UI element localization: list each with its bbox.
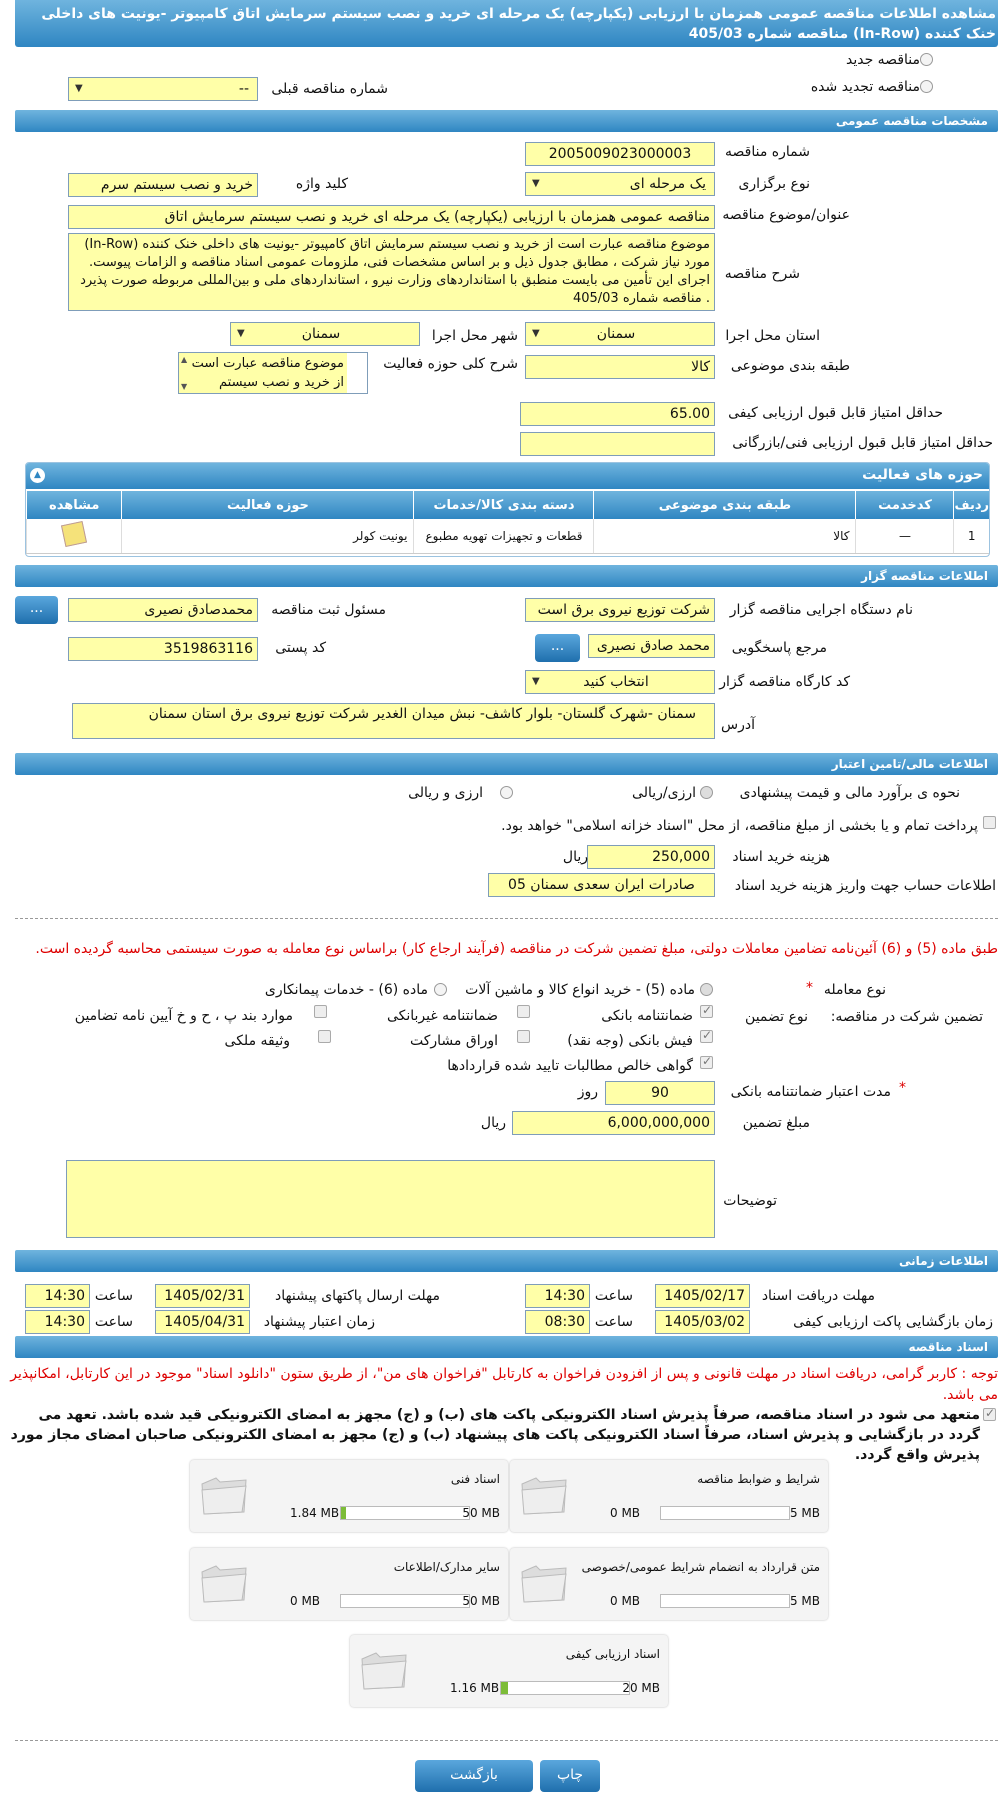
scope-panel	[25, 462, 990, 557]
cell-service-code: —	[856, 519, 954, 553]
org-name-label: نام دستگاه اجرایی مناقصه گزار	[729, 602, 913, 618]
new-tender-label: مناقصه جدید	[845, 52, 920, 68]
doc-card-name: متن قرارداد به انضمام شرایط عمومی/خصوصی	[581, 1560, 820, 1574]
province-select[interactable]: سمنان ▼	[525, 322, 715, 346]
treasury-checkbox[interactable]	[983, 816, 996, 829]
bonds-checkbox[interactable]	[517, 1030, 530, 1043]
doc-cost-label: هزینه خرید اسناد	[732, 849, 830, 865]
description-field: موضوع مناقصه عبارت است از خرید و نصب سیستم سرمایش اتاق کامپیوتر -یونیت های داخلی خنک کننده (In-Row) مورد نیاز شرکت ، مطابق جدول ذیل و بر اساس مشخصات فنی، ملزومات عمومی اسناد مناقصه و الزامات پیوست. اجرای این تأمین می بایست منطبق با استانداردهای وزارت نیرو ، استانداردهای ملی و بین‌المللی مربوطه صورت پذیرد . مناقصه شماره 405/03	[68, 233, 715, 311]
guarantee-note: طبق ماده (5) و (6) آئین‌نامه تضامین معاملات دولتی، مبلغ تضمین شرکت در مناقصه (فرآیند ارجاع کار) براساس نوع معامله به صورت سیستمی محاسبه گردیده است.	[35, 941, 998, 957]
doc-card-progress-fill	[501, 1682, 508, 1694]
address-field: سمنان -شهرک گلستان- بلوار کاشف- نبش میدان الغدیر شرکت توزیع نیروی برق استان سمنان	[72, 703, 715, 739]
col-activity: حوزه فعالیت	[122, 491, 414, 519]
page-title: مشاهده اطلاعات مناقصه عمومی همزمان با ارزیابی (یکپارچه) یک مرحله ای خرید و نصب سیستم سرمایش اتاق کامپیوتر -یونیت های داخلی خنک کننده (In-Row) مناقصه شماره 405/03	[41, 6, 996, 42]
guarantee-amount-label: مبلغ تضمین	[742, 1115, 810, 1131]
chevron-down-icon: ▼	[532, 676, 540, 687]
section-header-finance: اطلاعات مالی/تامین اعتبار	[15, 753, 998, 775]
divider	[15, 1740, 998, 1741]
commit-text: متعهد می شود در اسناد مناقصه، صرفاً پذیرش اسناد الکترونیکی پاکت های (ب) و (ج) مجهز به امضای الکترونیکی قید شده باشد. تعهد می گردد در بازگشایی و پذیرش اسناد، صرفاً اسناد الکترونیکی پاکت های پیشنهاد (ب) و (ج) مجهز به امضای الکترونیکی صاحبان امضای مجاز مورد پذیرش واقع گردد.	[10, 1407, 980, 1463]
col-row: ردیف	[954, 491, 989, 519]
tender-number-field: 2005009023000003	[525, 142, 715, 166]
quality-score-label: حداقل امتیاز قابل قبول ارزیابی کیفی	[728, 405, 943, 421]
doc-card-quality[interactable]	[350, 1635, 668, 1707]
estimate-option-2-label: ارزی و ریالی	[408, 785, 483, 801]
prev-number-select[interactable]: -- ▼	[68, 77, 258, 101]
workshop-code-select[interactable]: انتخاب کنید ▼	[525, 670, 715, 694]
doc-card-progress	[340, 1506, 470, 1520]
keyword-label: کلید واژه	[295, 176, 348, 192]
chevron-down-icon: ▼	[237, 328, 245, 339]
estimate-label: نحوه ی برآورد مالی و قیمت پیشنهادی	[739, 785, 960, 801]
city-label: شهر محل اجرا	[431, 328, 518, 344]
doc-card-used: 0 MB	[290, 1594, 321, 1608]
postal-code-label: کد پستی	[275, 640, 326, 656]
validity-field: 90	[605, 1081, 715, 1105]
offer-validity-hour-label: ساعت	[94, 1314, 133, 1330]
deal-option-1-radio[interactable]	[700, 983, 713, 996]
estimate-option-2-radio[interactable]	[500, 786, 513, 799]
send-offers-date: 1405/02/31	[155, 1284, 250, 1308]
cell-row: 1	[954, 519, 989, 553]
reference-label: مرجع پاسخگویی	[731, 640, 827, 656]
doc-card-other[interactable]	[190, 1548, 508, 1620]
send-offers-hour-label: ساعت	[94, 1288, 133, 1304]
doc-card-technical[interactable]	[190, 1460, 508, 1532]
guarantee-label: تضمین شرکت در مناقصه:	[830, 1009, 983, 1025]
tech-score-field	[520, 432, 715, 456]
estimate-option-1-radio[interactable]	[700, 786, 713, 799]
offer-validity-date: 1405/04/31	[155, 1310, 250, 1334]
col-view: مشاهده	[27, 491, 122, 519]
folder-icon	[198, 1560, 250, 1606]
receivables-cert-label: گواهی خالص مطالبات تایید شده قراردادها	[447, 1058, 693, 1074]
section-header-time: اطلاعات زمانی	[15, 1250, 998, 1272]
doc-card-progress	[660, 1594, 790, 1608]
divider	[15, 918, 998, 919]
commit-checkbox[interactable]	[983, 1408, 996, 1421]
tech-score-label: حداقل امتیاز قابل قبول ارزیابی فنی/بازرگانی	[732, 435, 993, 451]
other-items-label: موارد بند پ ، ح و خ آیین نامه تضامین	[74, 1008, 293, 1024]
org-lookup-button[interactable]: ...	[15, 596, 58, 624]
required-mark: *	[806, 980, 813, 996]
doc-card-max: 50 MB	[462, 1506, 500, 1520]
category-label: طبقه بندی موضوعی	[730, 358, 850, 374]
province-label: استان محل اجرا	[725, 328, 820, 344]
doc-card-name: اسناد فنی	[450, 1472, 500, 1486]
guarantee-amount-unit: ریال	[480, 1115, 506, 1131]
city-select[interactable]: سمنان ▼	[230, 322, 420, 346]
notes-field[interactable]	[66, 1160, 715, 1238]
cell-category: کالا	[594, 519, 856, 553]
doc-card-max: 5 MB	[789, 1506, 820, 1520]
col-group: دسته بندی کالا/خدمات	[414, 491, 594, 519]
doc-card-name: اسناد ارزیابی کیفی	[565, 1647, 660, 1661]
chevron-down-icon: ▼	[532, 328, 540, 339]
receive-docs-date: 1405/02/17	[655, 1284, 750, 1308]
estimate-option-1-label: ارزی/ریالی	[632, 785, 696, 801]
table-row	[27, 519, 990, 553]
col-service-code: کدخدمت	[856, 491, 954, 519]
other-items-checkbox[interactable]	[314, 1005, 327, 1018]
doc-card-progress	[340, 1594, 470, 1608]
section-header-docs: اسناد مناقصه	[15, 1336, 998, 1358]
reference-field: محمد صادق نصیری	[588, 634, 715, 658]
reg-officer-field: محمدصادق نصیری	[68, 598, 258, 622]
doc-cost-field: 250,000	[587, 845, 715, 869]
docs-note: توجه : کاربر گرامی، دریافت اسناد در مهلت قانونی و پس از افزودن فراخوان به کارتابل "فراخوان های من"، از طریق ستون "دانلود اسناد" موجود در این کارتابل، امکانپذیر می باشد.	[10, 1366, 998, 1403]
receive-docs-time: 14:30	[525, 1284, 590, 1308]
doc-card-max: 50 MB	[462, 1594, 500, 1608]
deal-option-1-label: ماده (5) - خرید انواع کالا و ماشین آلات	[465, 982, 695, 998]
nonbank-guarantee-label: ضمانتنامه غیربانکی	[386, 1008, 498, 1024]
postal-code-field: 3519863116	[68, 637, 258, 661]
doc-card-max: 20 MB	[622, 1681, 660, 1695]
receive-docs-hour-label: ساعت	[594, 1288, 633, 1304]
open-quality-date: 1405/03/02	[655, 1310, 750, 1334]
account-field: صادرات ایران سعدی سمنان 05	[488, 873, 715, 897]
doc-cost-unit: ریال	[562, 849, 588, 865]
guarantee-amount-field: 6,000,000,000	[512, 1111, 715, 1135]
prev-number-label: شماره مناقصه قبلی	[271, 81, 388, 97]
scope-desc-label: شرح کلی حوزه فعالیت	[383, 356, 518, 372]
org-name-field: شرکت توزیع نیروی برق است	[525, 598, 715, 622]
scope-desc-box[interactable]	[178, 352, 368, 394]
account-label: اطلاعات حساب جهت واریز هزینه خرید اسناد	[734, 878, 996, 894]
doc-card-progress-fill	[341, 1507, 346, 1519]
doc-card-progress	[500, 1681, 630, 1695]
reference-lookup-button[interactable]: ...	[535, 634, 580, 662]
folder-icon	[198, 1472, 250, 1518]
keyword-field: خرید و نصب سیستم سرم	[68, 173, 258, 197]
scope-desc-text: موضوع مناقصه عبارت است از خرید و نصب سیستم	[179, 353, 347, 393]
cell-group: قطعات و تجهیزات تهویه مطبوع	[414, 519, 594, 553]
deal-type-label: نوع معامله	[823, 982, 886, 998]
subject-field: مناقصه عمومی همزمان با ارزیابی (یکپارچه) یک مرحله ای خرید و نصب سیستم سرمایش اتاق	[68, 205, 715, 229]
doc-card-used: 0 MB	[610, 1506, 641, 1520]
new-tender-radio[interactable]	[920, 53, 933, 66]
cash-receipt-checkbox[interactable]	[700, 1030, 713, 1043]
open-quality-time: 08:30	[525, 1310, 590, 1334]
doc-card-max: 5 MB	[789, 1594, 820, 1608]
receive-docs-label: مهلت دریافت اسناد	[761, 1288, 875, 1304]
doc-card-used: 1.84 MB	[290, 1506, 340, 1520]
validity-unit: روز	[577, 1084, 598, 1100]
validity-label: مدت اعتبار ضمانتنامه بانکی	[730, 1084, 891, 1100]
bank-guarantee-label: ضمانتنامه بانکی	[601, 1008, 693, 1024]
renewed-tender-radio[interactable]	[920, 80, 933, 93]
collapse-icon[interactable]: ▲	[30, 468, 45, 483]
scroll-up-icon[interactable]: ▲	[181, 355, 188, 364]
back-button[interactable]: بازگشت	[415, 1760, 533, 1792]
folder-icon	[518, 1472, 570, 1518]
section-header-scope	[26, 463, 989, 489]
nonbank-guarantee-checkbox[interactable]	[517, 1005, 530, 1018]
send-offers-label: مهلت ارسال پاکتهای پیشنهاد	[274, 1288, 440, 1304]
doc-card-contract[interactable]	[510, 1548, 828, 1620]
guarantee-type-label: نوع تضمین	[745, 1009, 808, 1025]
receivables-cert-checkbox[interactable]	[700, 1056, 713, 1069]
doc-card-name: سایر مدارک/اطلاعات	[393, 1560, 500, 1574]
tender-number-label: شماره مناقصه	[725, 144, 810, 160]
doc-card-used: 1.16 MB	[450, 1681, 500, 1695]
address-label: آدرس	[721, 717, 755, 733]
bank-guarantee-checkbox[interactable]	[700, 1005, 713, 1018]
holding-type-select[interactable]: یک مرحله ای ▼	[525, 172, 715, 196]
doc-card-terms[interactable]	[510, 1460, 828, 1532]
quality-score-field: 65.00	[520, 402, 715, 426]
reg-officer-label: مسئول ثبت مناقصه	[271, 602, 386, 618]
scope-table	[26, 491, 989, 554]
doc-card-name: شرایط و ضوابط مناقصه	[697, 1472, 820, 1486]
col-category: طبقه بندی موضوعی	[594, 491, 856, 519]
folder-icon	[358, 1647, 410, 1693]
print-button[interactable]: چاپ	[540, 1760, 600, 1792]
view-icon[interactable]	[61, 521, 87, 547]
workshop-code-label: کد کارگاه مناقصه گزار	[719, 674, 850, 690]
cell-view[interactable]	[27, 519, 122, 553]
bonds-label: اوراق مشارکت	[409, 1033, 498, 1049]
deal-option-2-label: ماده (6) - خدمات پیمانکاری	[264, 982, 428, 998]
treasury-label: پرداخت تمام و یا بخشی از مبلغ مناقصه، از محل "اسناد خزانه اسلامی" خواهد بود.	[501, 818, 978, 834]
renewed-tender-label: مناقصه تجدید شده	[810, 79, 920, 95]
doc-card-progress	[660, 1506, 790, 1520]
open-quality-label: زمان بازگشایی پاکت ارزیابی کیفی	[793, 1314, 993, 1330]
deal-option-2-radio[interactable]	[434, 983, 447, 996]
scroll-down-icon[interactable]: ▼	[181, 382, 188, 391]
doc-card-used: 0 MB	[610, 1594, 641, 1608]
description-label: شرح مناقصه	[724, 266, 800, 282]
section-header-org: اطلاعات مناقصه گزار	[15, 565, 998, 587]
section-header-general: مشخصات مناقصه عمومی	[15, 110, 998, 132]
cash-receipt-label: فیش بانکی (وجه نقد)	[567, 1033, 693, 1049]
folder-icon	[518, 1560, 570, 1606]
open-quality-hour-label: ساعت	[594, 1314, 633, 1330]
property-collateral-checkbox[interactable]	[318, 1030, 331, 1043]
subject-label: عنوان/موضوع مناقصه	[722, 207, 850, 223]
chevron-down-icon: ▼	[75, 83, 83, 94]
send-offers-time: 14:30	[25, 1284, 90, 1308]
scope-title: حوزه های فعالیت	[862, 467, 983, 483]
offer-validity-time: 14:30	[25, 1310, 90, 1334]
holding-type-label: نوع برگزاری	[738, 176, 810, 192]
notes-label: توضیحات	[723, 1193, 777, 1209]
property-collateral-label: وثیقه ملکی	[224, 1033, 290, 1049]
cell-activity: یونیت کولر	[122, 519, 414, 553]
category-field: کالا	[525, 355, 715, 379]
offer-validity-label: زمان اعتبار پیشنهاد	[263, 1314, 375, 1330]
required-mark: *	[899, 1080, 906, 1096]
chevron-down-icon: ▼	[532, 178, 540, 189]
